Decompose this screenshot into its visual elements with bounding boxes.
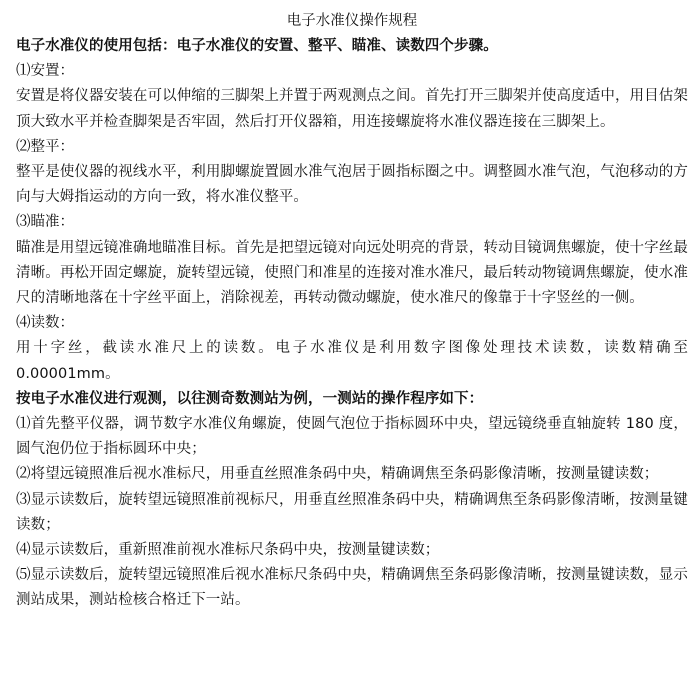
section-label-aiming: ⑶瞄准： <box>16 214 74 231</box>
document-title: 电子水准仪操作规程 <box>286 13 418 29</box>
procedure-step: ⑴首先整平仪器，调节数字水准仪角螺旋，使圆气泡位于指标圆环中央，望远镜绕垂直轴旋转 180 度，圆气泡仍位于指标圆环中央； <box>16 416 688 458</box>
section-text-leveling: 整平是使仪器的视线水平，利用脚螺旋置圆水准气泡居于圆指标圈之中。调整圆水准气泡，气泡移动的方向与大姆指运动的方向一致，将水准仪整平。 <box>16 164 688 206</box>
procedure-heading: 按电子水准仪进行观测，以往测奇数测站为例，一测站的操作程序如下： <box>16 390 484 407</box>
section-text-aiming: 瞄准是用望远镜准确地瞄准目标。首先是把望远镜对向远处明亮的背景，转动目镜调焦螺旋，使十字丝最清晰。再松开固定螺旋，旋转望远镜，使照门和准星的连接对准水准尺，最后转动物镜调焦螺旋，使水准尺的清晰地落在十字丝平面上，消除视差，再转动微动螺旋，使水准尺的像靠于十字竖丝的一侧。 <box>16 239 688 307</box>
section-text-reading: 用十字丝，截读水准尺上的读数。电子水准仪是利用数字图像处理技术读数，读数精确至0.00001mm。 <box>16 340 688 382</box>
procedure-step: ⑸显示读数后，旋转望远镜照准后视水准标尺条码中央，精确调焦至条码影像清晰，按测量键读数，显示测站成果，测站检核合格迁下一站。 <box>16 567 688 609</box>
procedure-step: ⑷显示读数后，重新照准前视水准标尺条码中央，按测量键读数； <box>16 542 440 559</box>
intro-heading: 电子水准仪的使用包括：电子水准仪的安置、整平、瞄准、读数四个步骤。 <box>16 38 498 54</box>
section-label-setup: ⑴安置： <box>16 63 74 80</box>
section-text-setup: 安置是将仪器安装在可以伸缩的三脚架上并置于两观测点之间。首先打开三脚架并使高度适中，用目估架顶大致水平并检查脚架是否牢固，然后打开仪器箱，用连接螺旋将水准仪器连接在三脚架上。 <box>16 88 688 130</box>
section-label-leveling: ⑵整平： <box>16 138 74 155</box>
procedure-step: ⑶显示读数后，旋转望远镜照准前视标尺，用垂直丝照准条码中央，精确调焦至条码影像清晰，按测量键读数； <box>16 491 688 533</box>
section-label-reading: ⑷读数： <box>16 315 74 332</box>
procedure-step: ⑵将望远镜照准后视水准标尺，用垂直丝照准条码中央，精确调焦至条码影像清晰，按测量键读数； <box>16 466 659 483</box>
